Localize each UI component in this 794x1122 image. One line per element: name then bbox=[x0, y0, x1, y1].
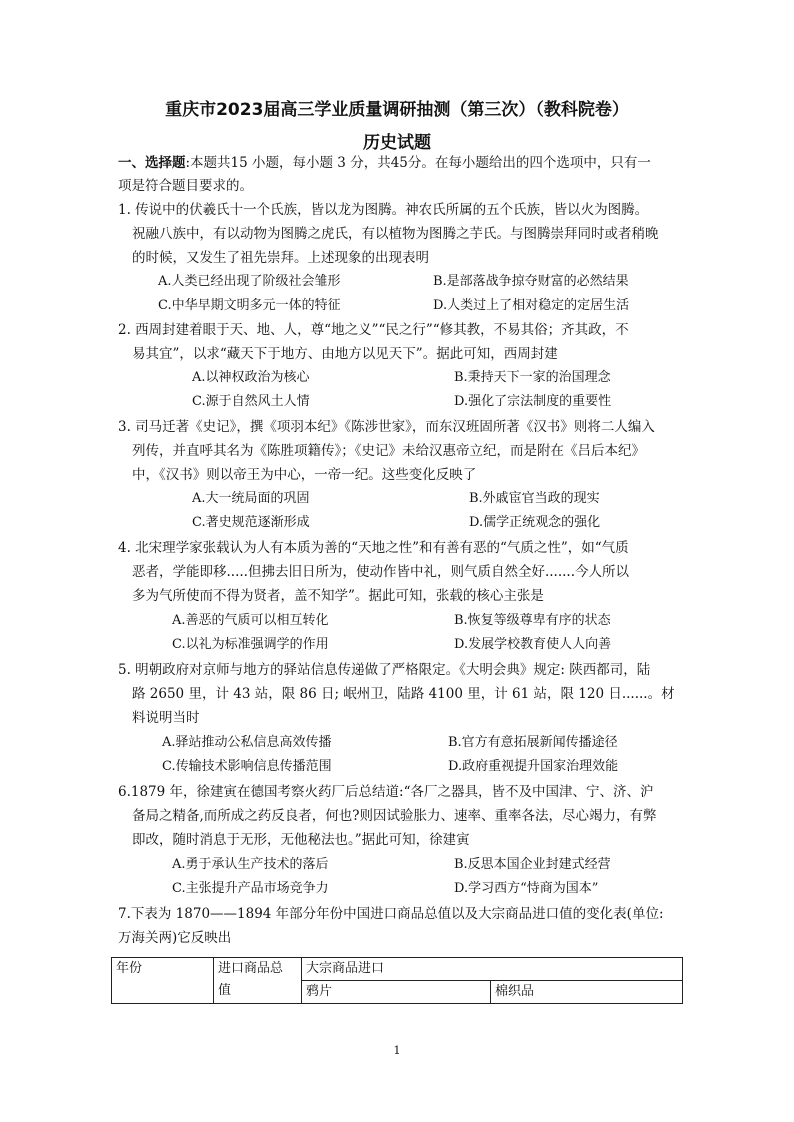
q6-option-d: D.学习西方“恃商为国本” bbox=[454, 881, 599, 896]
q3-line-1: 3. 司马迁著《史记》，撰《项羽本纪》《陈涉世家》，而东汉班固所著《汉书》则将二人编入 bbox=[118, 419, 655, 435]
section-instruction-text: :本题共15 小题，每小题 3 分，共45分。在每小题给出的四个选项中，只有一 bbox=[185, 155, 651, 171]
q2-option-d: D.强化了宗法制度的重要性 bbox=[454, 394, 612, 409]
q4-line-3: 多为气所使而不得为贤者，盖不知学”。据此可知，张载的核心主张是 bbox=[132, 588, 544, 604]
import-table bbox=[111, 957, 683, 1004]
q1-line-3: 的时候，又发生了祖先崇拜。上述现象的出现表明 bbox=[132, 250, 429, 266]
page-subtitle: 历史试题 bbox=[363, 133, 431, 153]
q5-option-a: A.驿站推动公私信息高效传播 bbox=[162, 735, 332, 750]
q5-line-1: 5. 明朝政府对京师与地方的驿站信息传递做了严格限定。《大明会典》规定: 陕西都司，陆 bbox=[118, 662, 651, 678]
table-header-year: 年份 bbox=[112, 958, 214, 1004]
q1-option-a: A.人类已经出现了阶级社会雏形 bbox=[158, 274, 341, 289]
q3-line-3: 中，《汉书》则以帝王为中心，一帝一纪。这些变化反映了 bbox=[132, 467, 477, 483]
q6-option-a: A.勇于承认生产技术的落后 bbox=[172, 857, 329, 872]
page-number: 1 bbox=[393, 1044, 401, 1057]
q5-option-c: C.传输技术影响信息传播范围 bbox=[162, 759, 332, 774]
q3-option-d: D.儒学正统观念的强化 bbox=[469, 515, 601, 530]
q2-option-a: A.以神权政治为核心 bbox=[192, 370, 310, 385]
q3-option-a: A.大一统局面的巩固 bbox=[192, 491, 310, 506]
section-heading: 一、选择题 bbox=[118, 155, 186, 171]
q5-option-b: B.官方有意拓展新闻传播途径 bbox=[448, 735, 618, 750]
q2-option-b: B.秉持天下一家的治国理念 bbox=[454, 370, 611, 385]
q1-line-2: 祝融八族中，有以动物为图腾之虎氏，有以植物为图腾之芋氏。与图腾崇拜同时或者稍晚 bbox=[132, 226, 659, 242]
page-title: 重庆市2023届高三学业质量调研抽测（第三次）（教科院卷） bbox=[165, 100, 629, 120]
table-header-total: 进口商品总 值 bbox=[214, 958, 302, 1004]
q1-line-1: 1. 传说中的伏羲氏十一个氏族，皆以龙为图腾。神农氏所属的五个氏族，皆以火为图腾。 bbox=[118, 202, 649, 218]
q4-option-d: D.发展学校教育使人人向善 bbox=[454, 637, 612, 652]
q4-option-b: B.恢复等级尊卑有序的状态 bbox=[454, 613, 611, 628]
q6-line-3: 即改，随时消息于无形，无他秘法也。”据此可知，徐建寅 bbox=[132, 832, 470, 848]
q6-line-1: 6.1879 年，徐建寅在德国考察火药厂后总结道:“各厂之器具，皆不及中国津、宁、济、沪 bbox=[118, 784, 654, 800]
q3-option-b: B.外戚宦官当政的现实 bbox=[469, 491, 600, 506]
q3-option-c: C.著史规范逐渐形成 bbox=[192, 515, 310, 530]
q7-line-1: 7.下表为 1870——1894 年部分年份中国进口商品总值以及大宗商品进口值的变化表(单位: bbox=[118, 906, 664, 922]
q4-line-2: 恶者，学能即移.....但拂去旧日所为，使动作皆中礼，则气质自然全好.......今人所以 bbox=[132, 564, 629, 580]
q1-option-d: D.人类过上了相对稳定的定居生活 bbox=[433, 298, 630, 313]
q5-line-3: 料说明当时 bbox=[132, 710, 200, 726]
section-instruction-line-2: 项是符合题目要求的。 bbox=[118, 178, 253, 194]
q4-option-a: A.善恶的气质可以相互转化 bbox=[172, 613, 329, 628]
q5-line-2: 路 2650 里，计 43 站，限 86 日; 岷州卫，陆路 4100 里，计 61 站，限 120 日......。材 bbox=[132, 686, 675, 702]
q6-line-2: 备局之精备,而所成之药反良者，何也?则因试验胀力、速率、重率各法，尽心竭力，有弊 bbox=[132, 808, 657, 824]
table-header-opium: 鸦片 bbox=[302, 981, 491, 1004]
section-instructions bbox=[118, 154, 651, 172]
q1-option-c: C.中华早期文明多元一体的特征 bbox=[158, 298, 341, 313]
table-header-bulk: 大宗商品进口 bbox=[302, 958, 683, 981]
q1-option-b: B.是部落战争掠夺财富的必然结果 bbox=[433, 274, 629, 289]
q4-option-c: C.以礼为标准强调学的作用 bbox=[172, 637, 329, 652]
q4-line-1: 4. 北宋理学家张载认为人有本质为善的“天地之性”和有善有恶的“气质之性”，如“气质 bbox=[118, 540, 629, 556]
q6-option-c: C.主张提升产品市场竞争力 bbox=[172, 881, 329, 896]
q2-line-2: 易其宜”，以求“藏天下于地方、由地方以见天下”。据此可知，西周封建 bbox=[132, 346, 558, 362]
q5-option-d: D.政府重视提升国家治理效能 bbox=[448, 759, 619, 774]
q7-line-2: 万海关两)它反映出 bbox=[118, 930, 232, 946]
q2-line-1: 2. 西周封建着眼于天、地、人，尊“地之义”“民之行”“修其教，不易其俗；齐其政，不 bbox=[118, 322, 629, 338]
table-header-cotton: 棉织品 bbox=[491, 981, 683, 1004]
q3-line-2: 列传，并直呼其名为《陈胜项籍传》；《史记》未给汉惠帝立纪，而是附在《吕后本纪》 bbox=[132, 443, 645, 459]
q2-option-c: C.源于自然风土人情 bbox=[192, 394, 310, 409]
q6-option-b: B.反思本国企业封建式经营 bbox=[454, 857, 611, 872]
